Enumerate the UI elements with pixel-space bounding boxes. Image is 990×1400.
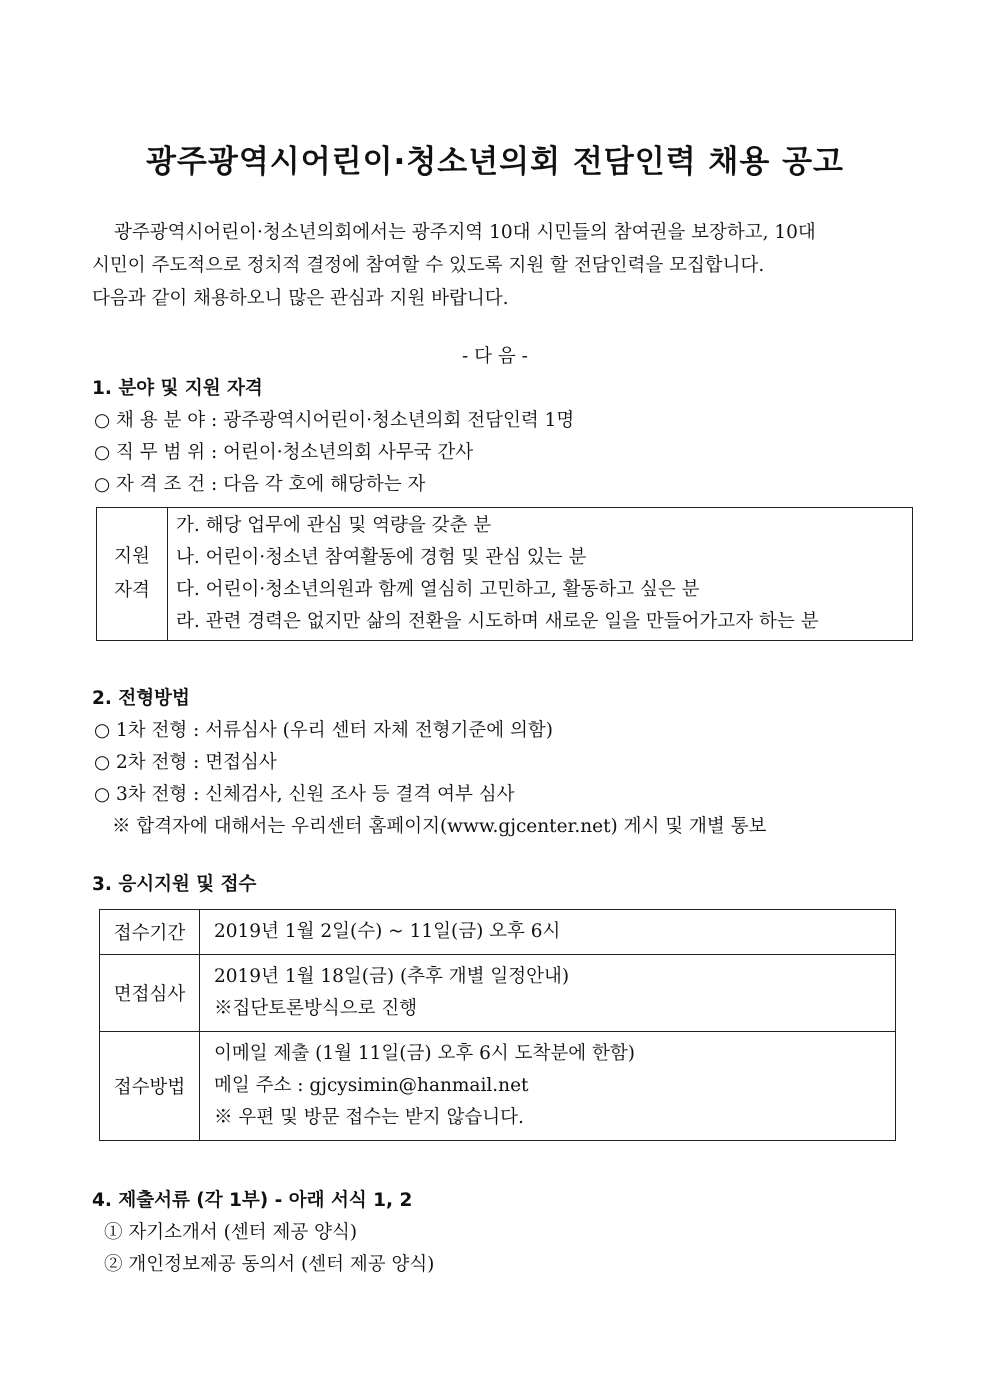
qualification-list (168, 508, 913, 641)
row-value (200, 955, 896, 1032)
intro-line: 시민이 주도적으로 정치적 결정에 참여할 수 있도록 지원 할 전담인력을 모집합니다. (92, 255, 765, 276)
section1-item: ○ 자 격 조 건 : 다음 각 호에 해당하는 자 (94, 474, 426, 495)
value-line: 메일 주소 : gjcysimin@hanmail.net (214, 1075, 529, 1096)
section4-heading: 4. 제출서류 (각 1부) - 아래 서식 1, 2 (92, 1190, 413, 1211)
value-line: ※집단토론방식으로 진행 (214, 998, 418, 1019)
section1-item: ○ 직 무 범 위 : 어린이·청소년의회 사무국 간사 (94, 442, 474, 463)
section3-heading: 3. 응시지원 및 접수 (92, 874, 257, 895)
value-line: 2019년 1월 18일(금) (추후 개별 일정안내) (214, 966, 570, 987)
qualification-item: 라. 관련 경력은 없지만 삶의 전환을 시도하며 새로운 일을 만들어가고자 하는 분 (176, 611, 819, 632)
section2-item: ○ 2차 전형 : 면접심사 (94, 752, 277, 773)
intro-line: 다음과 같이 채용하오니 많은 관심과 지원 바랍니다. (92, 288, 509, 309)
document-item: ① 자기소개서 (센터 제공 양식) (104, 1222, 358, 1243)
label-line: 자격 (114, 580, 150, 601)
section1-item: ○ 채 용 분 야 : 광주광역시어린이·청소년의회 전담인력 1명 (94, 410, 575, 431)
row-label: 면접심사 (100, 955, 200, 1032)
intro-paragraph (92, 216, 912, 315)
qualification-item: 다. 어린이·청소년의원과 함께 열심히 고민하고, 활동하고 싶은 분 (176, 579, 700, 600)
qualification-item: 가. 해당 업무에 관심 및 역량을 갖춘 분 (176, 515, 492, 536)
row-value (200, 910, 896, 955)
qualification-table (96, 507, 913, 641)
page-title: 광주광역시어린이·청소년의회 전담인력 채용 공고 (145, 144, 845, 180)
document-item: ② 개인정보제공 동의서 (센터 제공 양식) (104, 1254, 435, 1275)
section2-item: ○ 1차 전형 : 서류심사 (우리 센터 자체 전형기준에 의함) (94, 720, 553, 741)
row-label: 접수방법 (100, 1032, 200, 1141)
value-line: ※ 우편 및 방문 접수는 받지 않습니다. (214, 1107, 524, 1128)
qualification-label (97, 508, 168, 641)
label-line: 지원 (114, 546, 150, 567)
qualification-item: 나. 어린이·청소년 참여활동에 경험 및 관심 있는 분 (176, 547, 587, 568)
value-line: 2019년 1월 2일(수) ~ 11일(금) 오후 6시 (214, 921, 561, 942)
section2-item: ○ 3차 전형 : 신체검사, 신원 조사 등 결격 여부 심사 (94, 784, 515, 805)
section1-heading: 1. 분야 및 지원 자격 (92, 378, 263, 399)
row-label: 접수기간 (100, 910, 200, 955)
intro-line: 광주광역시어린이·청소년의회에서는 광주지역 10대 시민들의 참여권을 보장하고, 10대 (114, 222, 816, 243)
row-value (200, 1032, 896, 1141)
value-line: 이메일 제출 (1월 11일(금) 오후 6시 도착분에 한함) (214, 1043, 635, 1064)
section2-heading: 2. 전형방법 (92, 688, 190, 709)
application-table (99, 909, 896, 1141)
section2-note: ※ 합격자에 대해서는 우리센터 홈페이지(www.gjcenter.net) 게시 및 개별 통보 (112, 816, 767, 837)
center-heading: - 다 음 - (462, 346, 528, 367)
